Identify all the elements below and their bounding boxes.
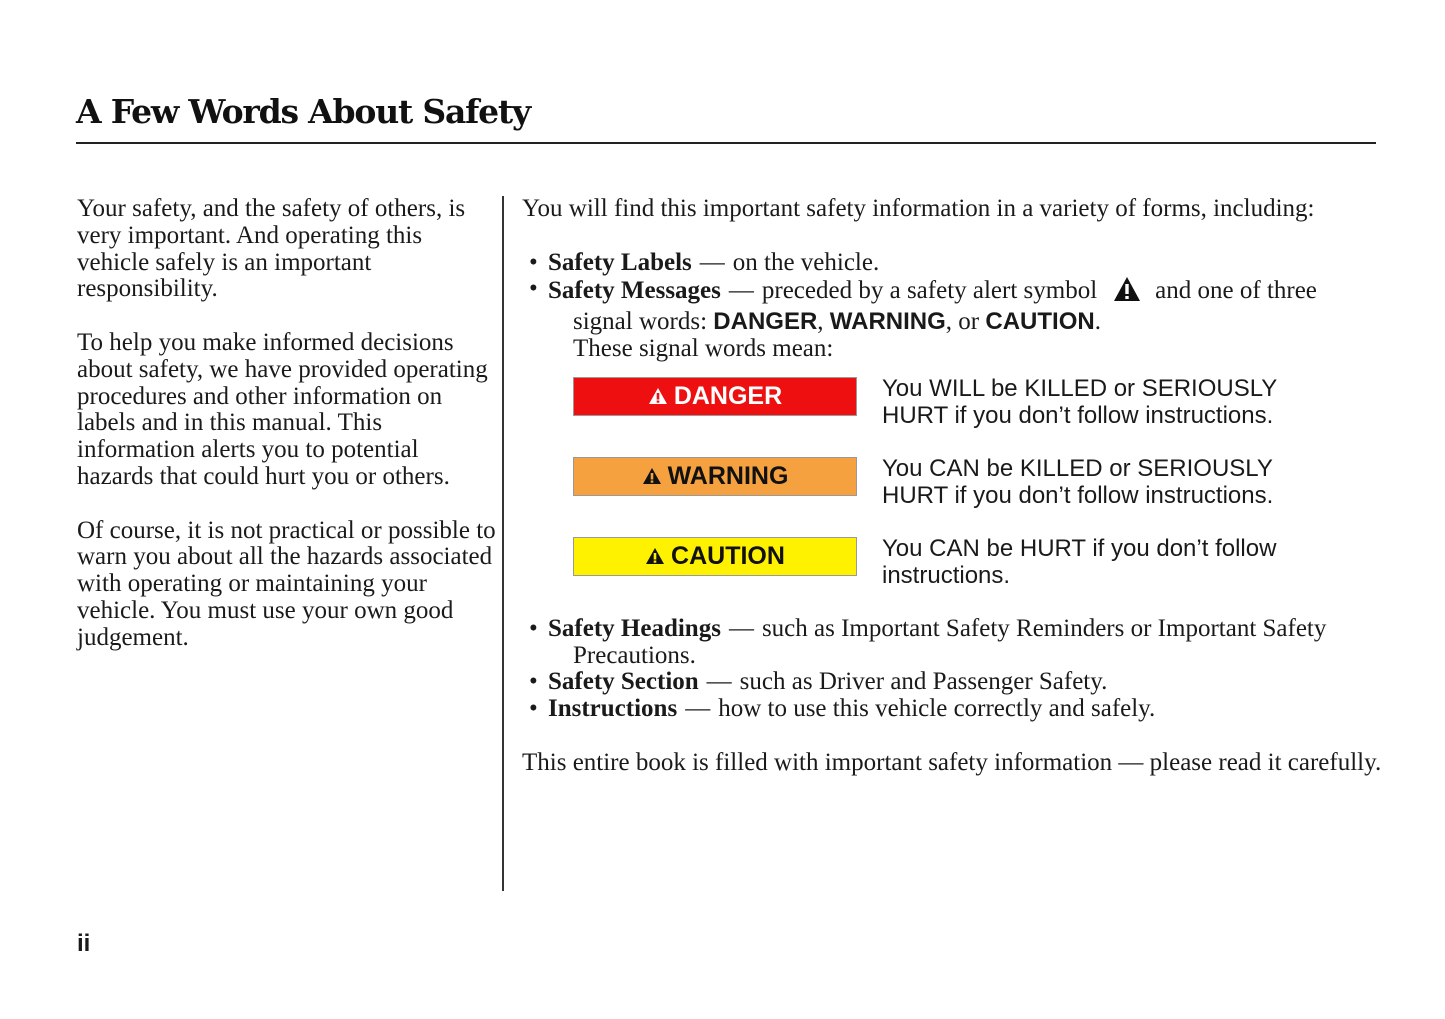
page-title: A Few Words About Safety: [76, 92, 530, 131]
left-column: [77, 196, 497, 678]
title-rule: [76, 142, 1376, 144]
list-item-safety-headings: • Safety Headings — such as Important Safety Reminders or Important Safety Precautions.: [529, 614, 1327, 669]
term-safety-section: Safety Section: [548, 668, 699, 696]
term-instructions: Instructions: [548, 695, 678, 723]
term-safety-headings: Safety Headings: [548, 614, 721, 642]
signal-row-warning: [573, 456, 1382, 536]
warning-triangle-icon: [648, 387, 668, 405]
paragraph-informed-decisions: To help you make informed decisions about safety, we have provided operating procedures and other information on labels and in this manual. This information alerts you to potential hazards that could hurt you or others.: [77, 328, 488, 490]
desc-safety-headings: such as Important Safety Reminders or Important Safety Precautions.: [573, 614, 1327, 669]
warning-description: You CAN be KILLED or SERIOUSLY HURT if you don’t follow instructions.: [882, 454, 1274, 509]
caution-label: [573, 537, 857, 576]
signal-words-intro: These signal words mean:: [573, 334, 834, 362]
signal-word-warning: WARNING: [829, 308, 946, 336]
column-divider: [502, 196, 504, 891]
desc-safety-messages: preceded by a safety alert symbol: [761, 277, 1098, 305]
desc-instructions: how to use this vehicle correctly and safely.: [718, 695, 1156, 723]
signal-word-table: [573, 376, 1382, 616]
safety-alert-icon: [1113, 276, 1141, 309]
intro-text: You will find this important safety information in a variety of forms, including:: [522, 195, 1315, 222]
signal-word-caution: CAUTION: [985, 308, 1095, 336]
list-item-instructions: • Instructions — how to use this vehicle correctly and safely.: [529, 695, 1156, 723]
term-safety-labels: Safety Labels: [548, 248, 692, 276]
safety-forms-list: [522, 250, 1382, 363]
paragraph-safety-importance: Your safety, and the safety of others, is very important. And operating this vehicle safely is an important responsibility.: [77, 195, 466, 303]
warning-triangle-icon: [645, 547, 665, 565]
danger-label-text: DANGER: [673, 381, 783, 410]
desc-safety-messages-2: and one of three signal words:: [573, 277, 1317, 336]
closing-text: This entire book is filled with important safety information — please read it carefully.: [522, 748, 1382, 776]
paragraph-judgement: Of course, it is not practical or possible to warn you about all the hazards associated with operating or maintaining your vehicle. You must use your own good judgement.: [77, 516, 496, 651]
desc-safety-labels: on the vehicle.: [732, 248, 880, 276]
danger-label: [573, 377, 857, 416]
list-item-safety-labels: • Safety Labels — on the vehicle.: [529, 248, 880, 276]
warning-triangle-icon: [642, 467, 662, 485]
page-number: ii: [77, 930, 91, 957]
safety-forms-list-continued: [522, 616, 1382, 723]
desc-safety-section: such as Driver and Passenger Safety.: [739, 668, 1108, 696]
signal-word-danger: DANGER: [713, 308, 818, 336]
right-column: [522, 196, 1382, 777]
signal-row-danger: [573, 376, 1382, 456]
caution-label-text: CAUTION: [671, 541, 785, 570]
danger-description: You WILL be KILLED or SERIOUSLY HURT if you don’t follow instructions.: [882, 374, 1277, 429]
signal-row-caution: [573, 536, 1382, 616]
list-item-safety-section: • Safety Section — such as Driver and Passenger Safety.: [529, 668, 1108, 696]
warning-label: [573, 457, 857, 496]
caution-description: You CAN be HURT if you don’t follow instructions.: [882, 534, 1277, 589]
term-safety-messages: Safety Messages: [548, 277, 721, 305]
warning-label-text: WARNING: [667, 461, 789, 490]
list-item-safety-messages: • Safety Messages — preceded by a safety alert symbol and one of three signal words: DANGER, WARNING, or CAUTION. These signal words mean:: [529, 275, 1317, 362]
